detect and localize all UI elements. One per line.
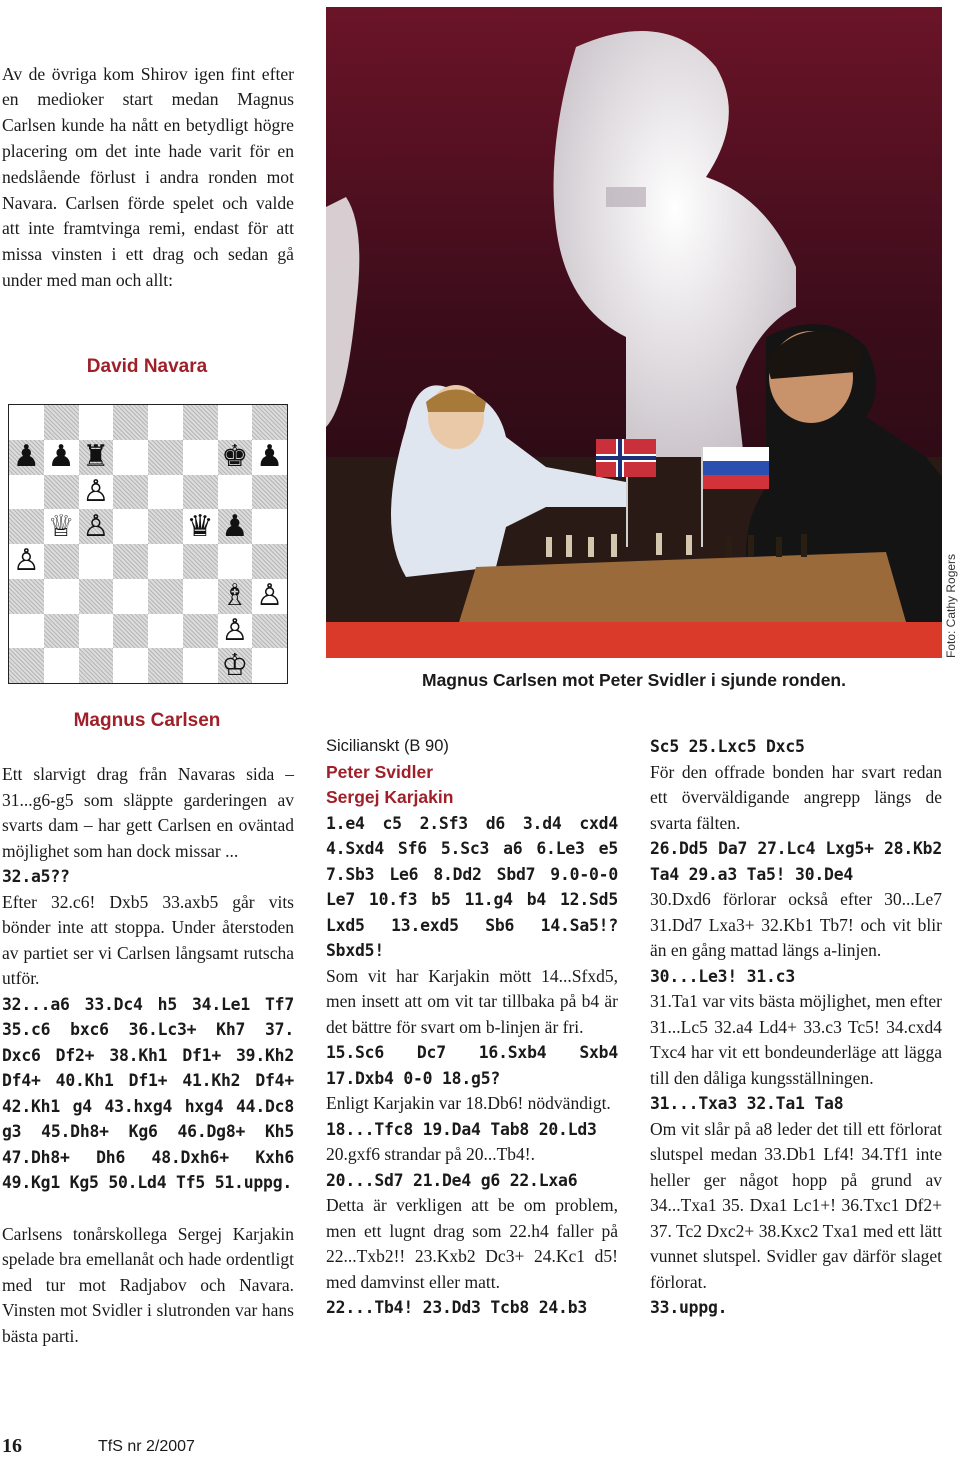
board-square [218,509,253,544]
board-square [148,614,183,649]
move-text: 32.a5?? [2,867,70,886]
board-square [183,475,218,510]
board-square [79,509,114,544]
board-square [44,544,79,579]
annotation-text: 31.Ta1 var vits bästa möjlighet, men efter 31...Lc5 32.a4 Ld4+ 33.c3 Tc5! 34.cxd4 Txc4 har vit ett bondeunderläge att lägga till den dåliga kungsställningen. [650,991,942,1088]
column-middle [326,734,618,1321]
white-pawn-icon: ♙ [12,543,40,579]
move-text: 18...Tfc8 19.Da4 Tab8 20.Ld3 [326,1119,597,1139]
board-square [44,440,79,475]
move-text: 20...Sd7 21.De4 g6 22.Lxa6 [326,1170,578,1190]
move-text: 26.Dd5 Da7 27.Lc4 Lxg5+ 28.Kb2 Ta4 29.a3 Ta5! 30.De4 [650,839,942,884]
board-square [218,614,253,649]
column-right [650,734,942,1321]
annotation-text: Efter 32.c6! Dxb5 33.axb5 går vits bönder inte att stoppa. Under återstoden av partiet ser vi Carlsen långsamt rutscha utför. [2,891,294,988]
white-pawn-icon: ♙ [256,578,284,614]
board-square [9,440,44,475]
board-square [44,509,79,544]
black-pawn-icon: ♟ [47,439,75,475]
move-text: 1.e4 c5 2.Sf3 d6 3.d4 cxd4 4.Sxd4 Sf6 5.Sc3 a6 6.Le3 e5 7.Sb3 Le6 8.Dd2 Sbd7 9.0-0-0 Le7 10.f3 b5 11.g4 b4 12.Sd5 Lxd5 13.exd5 Sb6 14.Sa5!? Sbxd5! [326,813,618,960]
annotation-text: 20.gxf6 strandar på 20...Tb4!. [326,1144,535,1164]
page-number: 16 [2,1435,22,1457]
black-pawn-icon: ♟ [12,439,40,475]
board-square [113,509,148,544]
white-pawn-icon: ♙ [82,473,110,509]
board-square [44,614,79,649]
board-square [148,509,183,544]
board-square [252,579,287,614]
annotation-text: För den offrade bonden har svart redan ett överväldigande angrepp längs de svarta fälten. [650,761,942,833]
black-pawn-icon: ♟ [221,508,249,544]
column-left [2,762,294,1349]
board-square [79,648,114,683]
annotation-text: Ett slarvigt drag från Navaras sida – 31...g6-g5 som släppte garderingen av svarts dam – har gett Carlsen en oväntad möjlighet som han dock missar ... [2,764,294,861]
board-square [183,544,218,579]
move-text: 22...Tb4! 23.Dd3 Tcb8 24.b3 [326,1298,588,1317]
board-square [218,648,253,683]
board-square [183,648,218,683]
board-square [113,614,148,649]
board-square [252,475,287,510]
tournament-photo [326,7,942,658]
black-queen-icon: ♛ [186,508,214,544]
white-pawn-icon: ♙ [221,612,249,648]
board-square [183,440,218,475]
board-square [113,648,148,683]
move-text: 30...Le3! 31.c3 [650,966,796,986]
annotation-text: Om vit slår på a8 leder det till ett förlorat slutspel medan 33.Db1 Lf4! 34.Tf1 inte heller ger något hopp på grund av 34...Txa1 35. Dxa1 Lc1+! 36.Txc1 Df2+ 37. Tc2 Dxc2+ 38.Kxc2 Txa1 med ett lätt vunnet slutspel. Svidler gav därför slaget förlorat. [650,1118,942,1292]
board-square [252,648,287,683]
move-text: Sc5 25.Lxc5 Dxc5 [650,737,805,756]
board-square [218,405,253,440]
board-square [79,579,114,614]
board-square [79,440,114,475]
board-square [9,475,44,510]
board-square [183,579,218,614]
white-king-icon: ♔ [221,647,249,683]
opening-name: Sicilianskt (B 90) [326,737,449,755]
black-king-icon: ♚ [221,439,249,475]
board-square [148,475,183,510]
white-queen-icon: ♕ [47,508,75,544]
board-square [252,614,287,649]
annotation-text: 30.Dxd6 förlorar också efter 30...Le7 31.Dd7 Lxa3+ 32.Kb1 Tb7! och vit blir än en gång mattad längs a-linjen. [650,889,942,960]
board-square [79,475,114,510]
board-square [44,405,79,440]
move-text: 15.Sc6 Dc7 16.Sxb4 Sxb4 17.Dxb4 0-0 18.g5? [326,1043,618,1088]
board-square [148,440,183,475]
board-square [252,440,287,475]
board-square [9,648,44,683]
photo-illustration [326,7,942,658]
annotation-text: Detta är verkligen att be om problem, men ett lugnt drag som 22.h4 faller på 22...Txb2!! 23.Kxb2 Dc3+ 24.Kc1 d5! med damvinst eller matt. [326,1195,618,1292]
board-square [9,509,44,544]
board-square [79,544,114,579]
magazine-issue: TfS nr 2/2007 [98,1438,195,1455]
black-player-name: Sergej Karjakin [326,787,454,807]
board-square [218,475,253,510]
white-player-name: Peter Svidler [326,761,433,782]
move-text: 31...Txa3 32.Ta1 Ta8 [650,1094,844,1113]
white-bishop-icon: ♗ [221,578,249,614]
move-text: 32...a6 33.Dc4 h5 34.Le1 Tf7 35.c6 bxc6 36.Lc3+ Kh7 37. Dxc6 Df2+ 38.Kh1 Df1+ 39.Kh2 Df4+ 40.Kh1 Df1+ 41.Kh2 Df4+ 42.Kh1 g4 43.hxg4 hxg4 44.Dc8 g3 45.Dh8+ Kg6 46.Dg8+ Kh5 47.Dh8+ Dh6 48.Dxh6+ Kxh6 49.Kg1 Kg5 50.Ld4 Tf5 51.uppg. [2,994,294,1192]
bottom-player-label: Magnus Carlsen [73,710,221,731]
board-square [183,405,218,440]
annotation-text: Enligt Karjakin var 18.Db6! nödvändigt. [326,1093,611,1113]
photo-caption: Magnus Carlsen mot Peter Svidler i sjunde ronden. [422,670,846,690]
board-square [148,405,183,440]
board-square [79,405,114,440]
board-square [9,405,44,440]
board-square [113,440,148,475]
board-square [218,440,253,475]
board-square [183,509,218,544]
board-square [183,614,218,649]
white-pawn-icon: ♙ [82,508,110,544]
board-square [252,544,287,579]
black-pawn-icon: ♟ [256,439,284,475]
board-square [9,614,44,649]
chess-diagram [8,404,288,684]
board-square [148,579,183,614]
board-square [113,475,148,510]
board-square [218,544,253,579]
board-square [252,405,287,440]
board-square [44,648,79,683]
board-square [79,614,114,649]
board-square [148,648,183,683]
board-square [9,579,44,614]
photo-credit: Foto: Cathy Rogers [944,553,958,658]
board-square [218,579,253,614]
top-player-label: David Navara [86,356,208,377]
board-square [113,544,148,579]
black-rook-icon: ♜ [82,439,110,475]
intro-paragraph: Av de övriga kom Shirov igen fint efter en medioker start medan Magnus Carlsen kunde ha nått en betydligt högre placering om det inte hade varit för en nedslående förlust i andra ronden mot Navara. Carlsen förde spelet och valde att inte framtvinga remi, endast för att missa vinsten i ett drag och sedan gå under med man och allt: [2,63,294,290]
board-square [44,475,79,510]
board-square [113,405,148,440]
board-square [252,509,287,544]
move-text: 33.uppg. [650,1298,728,1317]
board-square [44,579,79,614]
board-square [113,579,148,614]
board-square [9,544,44,579]
annotation-text: Som vit har Karjakin mött 14...Sfxd5, men insett att om vit tar tillbaka på b4 är det bättre för svart om b-linjen är fri. [326,965,618,1037]
board-square [148,544,183,579]
body-paragraph: Carlsens tonårskollega Sergej Karjakin spelade bra emellanåt och hade ordentligt med tur mot Radjabov och Navara. Vinsten mot Svidler i slutronden var hans bästa parti. [2,1223,294,1346]
